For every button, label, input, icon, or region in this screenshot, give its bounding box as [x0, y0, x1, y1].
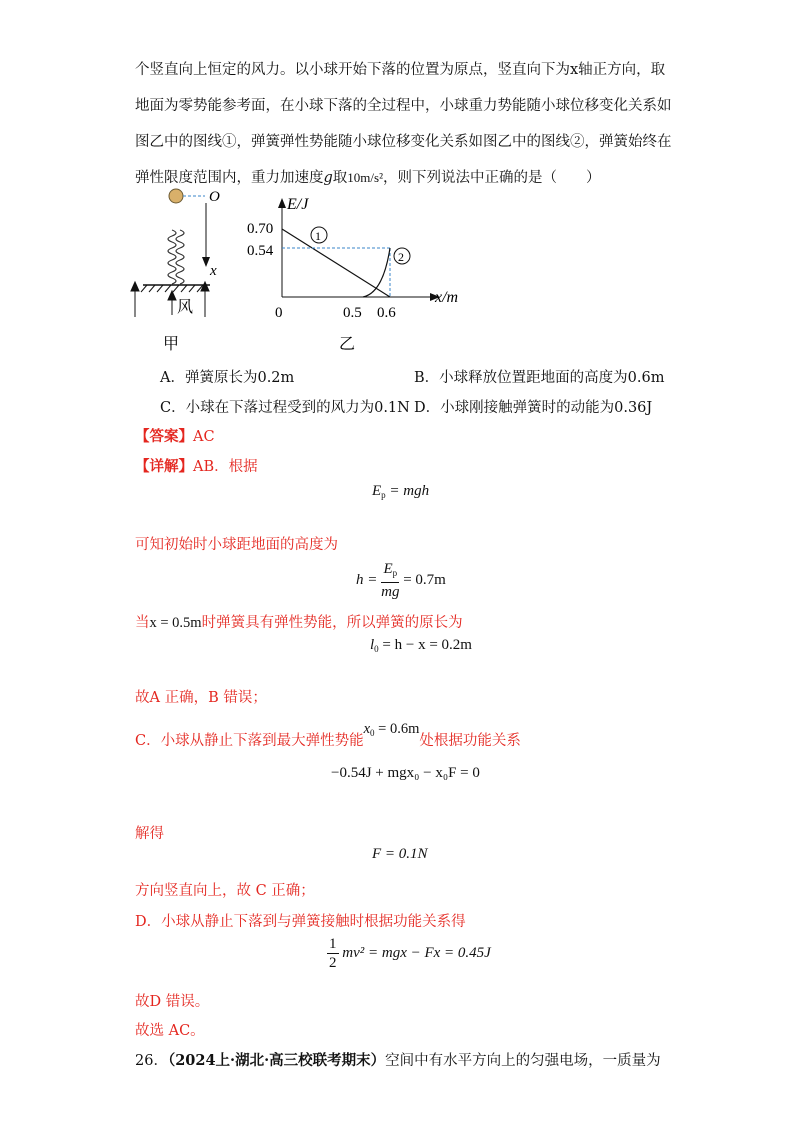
- curve-1-line: [282, 229, 390, 297]
- x-tick-05: 0.5: [343, 305, 362, 321]
- x-axis-label-jia: x: [210, 263, 217, 279]
- detail-line: 【详解】AB．根据: [135, 458, 258, 475]
- origin-label: O: [209, 189, 220, 205]
- y-tick-070: 0.70: [247, 221, 274, 237]
- text-4: C．小球从静止下落到最大弹性势能$x_0 = 0.6m$处根据功能关系: [135, 721, 521, 749]
- text-9: 故选 AC。: [135, 1023, 205, 1039]
- text-6: 方向竖直向上，故 C 正确；: [135, 883, 315, 899]
- text-3: 故A 正确，B 错误；: [135, 690, 267, 706]
- y-axis-label: E/J: [287, 196, 309, 213]
- y-tick-054: 0.54: [247, 243, 274, 259]
- equation-3: $l_0 = h - x = 0.2m$: [370, 637, 472, 654]
- equation-2: h = $\frac{E_p}{mg}$ = 0.7m: [356, 561, 446, 600]
- svg-text:2: 2: [398, 250, 404, 264]
- equation-1: $E_p$ = mgh: [372, 483, 430, 500]
- figure-jia-caption: 甲: [163, 336, 180, 353]
- question-text-line-4: 弹性限度范围内，重力加速度g取10m/s²，则下列说法中正确的是（ ）: [135, 170, 601, 186]
- figure-yi-graph: [245, 185, 485, 355]
- question-text-line-1: 个竖直向上恒定的风力。以小球开始下落的位置为原点，竖直向下为x轴正方向，取: [135, 62, 666, 78]
- next-question: 26．（2024上·湖北·高三校联考期末）空间中有水平方向上的匀强电场，一质量为: [135, 1052, 661, 1069]
- figure-jia: [125, 185, 225, 355]
- text-1: 可知初始时小球距地面的高度为: [135, 537, 338, 553]
- option-a: A．弹簧原长为0.2m: [160, 370, 295, 386]
- x-axis-label: x/m: [435, 289, 459, 306]
- equation-6: $\frac{1}{2}$ mv² = mgx − Fx = 0.45J: [329, 936, 491, 971]
- x-tick-06: 0.6: [377, 305, 396, 321]
- equation-4: −0.54J + mgx₀ − x₀F = 0: [331, 765, 480, 781]
- curve-2-line: [363, 248, 390, 297]
- question-text-line-3: 图乙中的图线①，弹簧弹性势能随小球位移变化关系如图乙中的图线②，弹簧始终在: [135, 134, 672, 150]
- wind-arrows: [131, 282, 209, 317]
- svg-text:1: 1: [315, 229, 321, 243]
- question-text-line-2: 地面为零势能参考面，在小球下落的全过程中，小球重力势能随小球位移变化关系如: [135, 98, 672, 114]
- x-tick-0: 0: [275, 305, 283, 321]
- option-b: B．小球释放位置距地面的高度为0.6m: [414, 370, 665, 386]
- text-8: 故D 错误。: [135, 994, 210, 1010]
- option-d: D．小球刚接触弹簧时的动能为0.36J: [414, 400, 653, 416]
- answer-line: 【答案】AC: [135, 428, 215, 445]
- figure-yi-caption: 乙: [339, 336, 356, 353]
- equation-5: F = 0.1N: [372, 846, 428, 862]
- text-7: D．小球从静止下落到与弹簧接触时根据功能关系得: [135, 914, 466, 930]
- wind-label: 风: [177, 299, 194, 316]
- option-c: C．小球在下落过程受到的风力为0.1N: [160, 400, 410, 416]
- spring-icon: [168, 230, 176, 284]
- text-5: 解得: [135, 826, 164, 842]
- ball-icon: [169, 189, 183, 203]
- text-2: 当x = 0.5m时弹簧具有弹性势能，所以弹簧的原长为: [135, 615, 463, 631]
